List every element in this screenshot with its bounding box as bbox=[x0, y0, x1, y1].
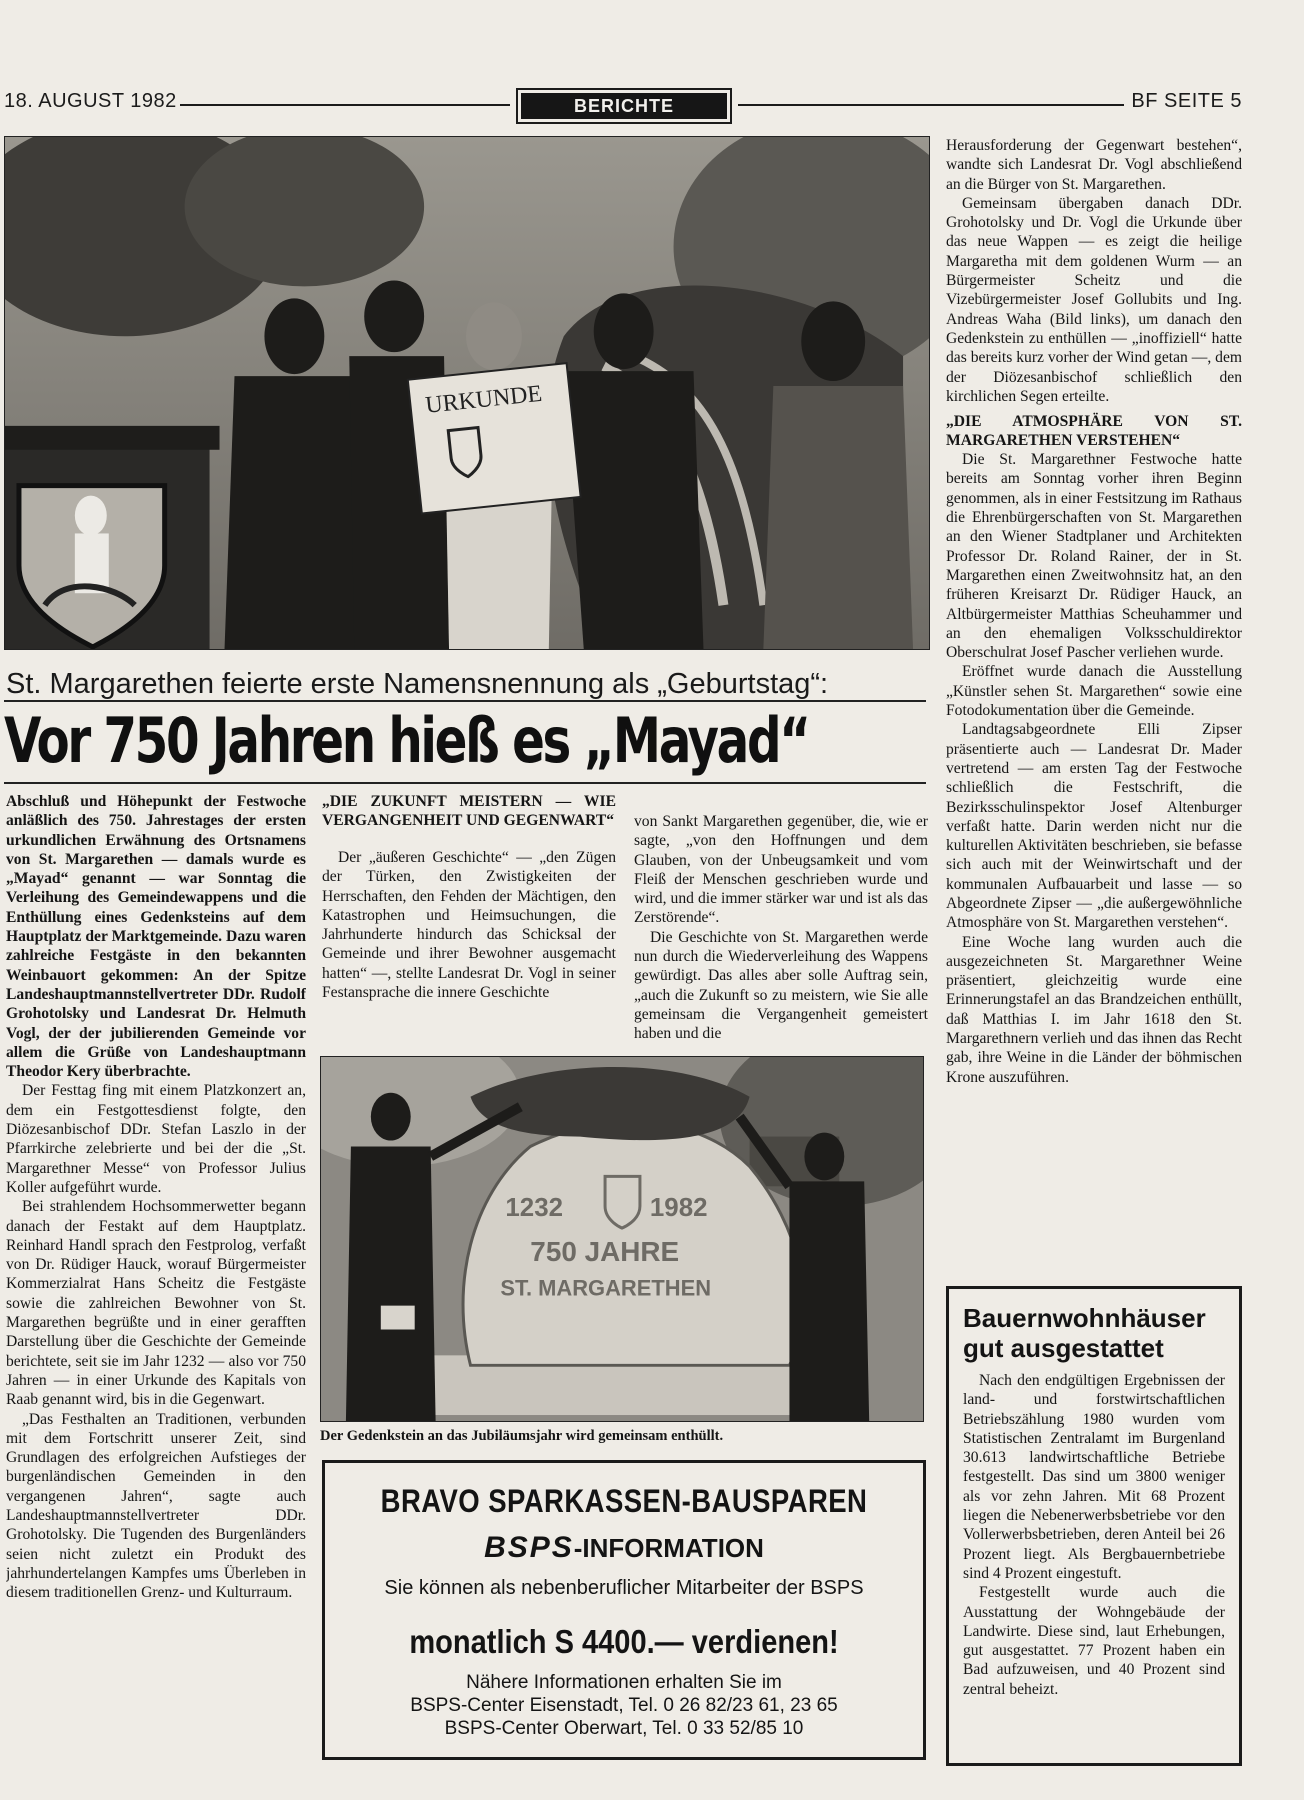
header-rule-left bbox=[180, 104, 510, 106]
article-column-4 bbox=[946, 136, 1242, 1276]
article-headline: Vor 750 Jahren hieß es „Mayad“ bbox=[4, 704, 809, 777]
bsps-logo: BSPS bbox=[484, 1531, 574, 1564]
article-paragraph: Der „äußeren Geschichte“ — „den Zügen der Türken, den Zwistigkeiten der Herrschaften, den Fehden der Mächtigen, den Katastrophen und Heimsuchungen, die Jahrhunderte hindurch das Schicksal der Gemeinde und ihrer Bewohner ausgemacht hatten“ —, stellte Landesrat Dr. Vogl in seiner Festansprache die innere Geschichte bbox=[322, 849, 616, 1002]
subheading-atmosphaere: „DIE ATMOSPHÄRE VON ST. MARGARETHEN VERSTEHEN“ bbox=[946, 413, 1242, 450]
ad-title: BRAVO SPARKASSEN-BAUSPAREN bbox=[380, 1483, 868, 1519]
ad-text-1: Sie können als nebenberuflicher Mitarbeiter der BSPS bbox=[384, 1577, 864, 1599]
ad-contact-oberwart: BSPS-Center Oberwart, Tel. 0 33 52/85 10 bbox=[444, 1718, 804, 1739]
photo-memorial-stone bbox=[320, 1056, 924, 1422]
article-column-2 bbox=[322, 792, 616, 1042]
headline-rule-bottom bbox=[4, 782, 926, 784]
stone-line-1: 750 JAHRE bbox=[530, 1235, 680, 1267]
ad-contact bbox=[325, 1671, 923, 1740]
ad-contact-eisenstadt: BSPS-Center Eisenstadt, Tel. 0 26 82/23 61, 23 65 bbox=[410, 1695, 838, 1716]
certificate-text: URKUNDE bbox=[424, 380, 544, 419]
section-label: BERICHTE bbox=[521, 93, 727, 119]
article-paragraph: „Das Festhalten an Traditionen, verbunden mit dem Fortschritt unserer Zeit, sind Grundlagen des erfolgreichen Aufstieges der burgenländischen Gemeinden in den vergangenen Jahren“, sagte auch Landeshauptmannstellvertreter DDr. Grohotolsky. Die Tugenden des Burgenländers seien nicht zuletzt ein Produkt des jahrhundertelangen Kampfes ums Überleben in diesem traditionellen Grenz- und Kulturraum. bbox=[6, 1410, 306, 1602]
article-kicker: St. Margarethen feierte erste Namensnennung als „Geburtstag“: bbox=[6, 668, 829, 700]
photo-memorial-stone-drawing bbox=[321, 1057, 923, 1421]
photo-caption: Der Gedenkstein an das Jubiläumsjahr wird gemeinsam enthüllt. bbox=[320, 1428, 724, 1444]
header-rule-right bbox=[738, 104, 1124, 106]
article-paragraph: Gemeinsam übergaben danach DDr. Grohotolsky und Dr. Vogl die Urkunde über das neue Wappen — es zeigt die heilige Margaretha mit dem goldenen Wurm — an Bürgermeister Scheitz und die Vizebürgermeister Josef Gollubits und Ing. Andreas Waha (Bild links), um danach den Gedenkstein zu enthüllen — „inoffiziell“ hatte das bereits kurz vorher der Wind getan —, dem der Diözesanbischof schließlich den kirchlichen Segen erteilte. bbox=[946, 194, 1242, 405]
article-paragraph: Herausforderung der Gegenwart bestehen“, wandte sich Landesrat Dr. Vogl abschließend an die Bürger von St. Margarethen. bbox=[946, 137, 1242, 193]
box-paragraph: Nach den endgültigen Ergebnissen der land- und forstwirtschaftlichen Betriebszählung 1980 wurden vom Statistischen Zentralamt im Burgenland 30.613 landwirtschaftliche Betriebe festgestellt. Das sind um 3800 weniger als vor zehn Jahren. Mit 68 Prozent liegen die Nebenerwerbsbetriebe vor den Vollerwerbsbetrieben, deren Anteil bei 26 Prozent liegt. Als Bergbauernbetriebe sind 4 Prozent eingestuft. bbox=[963, 1372, 1225, 1582]
headline-rule-top bbox=[4, 700, 926, 702]
photo-ceremony bbox=[4, 136, 930, 650]
article-paragraph: Die St. Margarethner Festwoche hatte bereits am Sonntag vorher ihren Beginn genommen, als in einer Festsitzung im Rathaus die Ehrenbürgerschaften von St. Margarethen an den Wiener Stadtplaner und Architekten Professor Dr. Roland Rainer, der in St. Margarethen einen Zweitwohnsitz hat, an den früheren Kreisarzt Dr. Rüdiger Hauck, an Altbürgermeister Matthias Scheuhammer und an den ehemaligen Volksschuldirektor Oberschulrat Josef Pascher verliehen wurde. bbox=[946, 451, 1242, 662]
ad-info-line bbox=[325, 1531, 923, 1565]
section-badge bbox=[516, 88, 732, 124]
ad-text-2: Nähere Informationen erhalten Sie im bbox=[466, 1672, 782, 1693]
box-bauernwohnhaeuser bbox=[946, 1286, 1242, 1766]
stone-year-left: 1232 bbox=[505, 1194, 564, 1223]
article-paragraph: Die Geschichte von St. Margarethen werde nun durch die Wiederverleihung des Wappens gewürdigt. Das alles aber solle Auftrag sein, „auch die Zukunft so zu meistern, wie Sie alle gemeinsam die Vergangenheit gemeistert haben und die bbox=[634, 928, 928, 1042]
ad-info-label: -INFORMATION bbox=[573, 1533, 764, 1563]
article-paragraph: Eröffnet wurde danach die Ausstellung „Künstler sehen St. Margarethen“ sowie eine Fotodokumentation über die Gemeinde. bbox=[946, 663, 1242, 720]
article-lead: Abschluß und Höhepunkt der Festwoche anläßlich des 750. Jahrestages der ersten urkundlichen Erwähnung des Ortsnamens von St. Margarethen — damals wurde es „Mayad“ genannt — war Sonntag die Verleihung des Gemeindewappens und die Enthüllung eines Gedenksteins auf dem Hauptplatz der Marktgemeinde. Dazu waren zahlreiche Festgäste in den bekannten Weinbauort gekommen: An der Spitze Landeshauptmannstellvertreter DDr. Rudolf Grohotolsky und Landesrat Dr. Helmuth Vogl, der der jubilierenden Gemeinde vor allem die Grüße von Landeshauptmann Theodor Kery überbrachte. bbox=[6, 793, 306, 1081]
photo-ceremony-drawing bbox=[5, 137, 929, 649]
article-column-1 bbox=[6, 792, 306, 1772]
article-paragraph: Bei strahlendem Hochsommerwetter begann danach der Festakt auf dem Hauptplatz. Reinhard Handl sprach den Festprolog, verfaßt von Dr. Rüdiger Hauck, worauf Bürgermeister Kommerzialrat Hans Scheitz die Festgäste sowie die zahlreichen Bewohner von St. Margarethen begrüßte und in einer gerafften Darstellung über die Geschichte der Gemeinde berichtete, seit sie im Jahr 1232 — also vor 750 Jahren — in einer Urkunde des Kapitals von Raab genannt wird, bis in die Gegenwart. bbox=[6, 1198, 306, 1409]
stone-year-right: 1982 bbox=[649, 1194, 708, 1223]
article-paragraph: Eine Woche lang wurden auch die ausgezeichneten St. Margarethner Weine präsentiert, gleichzeitig wurde eine Erinnerungstafel an das Brandzeichen enthüllt, daß Matthias I. im Jahr 1618 den St. Margarethnern verlieh und das ihnen das Recht gab, ihre Weine in die Länder der böhmischen Krone auszuführen. bbox=[946, 933, 1242, 1086]
box-paragraph: Festgestellt wurde auch die Ausstattung der Wohngebäude der Landwirte. Diese sind, laut Erhebungen, gut ausgestattet. 77 Prozent haben ein Bad aufzuweisen, und 40 Prozent sind zentral beheizt. bbox=[963, 1584, 1225, 1698]
ad-offer: monatlich S 4400.— verdienen! bbox=[409, 1623, 839, 1660]
advertisement-bsps bbox=[322, 1460, 926, 1760]
stone-line-2: ST. MARGARETHEN bbox=[500, 1275, 712, 1301]
article-paragraph: Der Festtag fing mit einem Platzkonzert an, dem ein Festgottesdienst folgte, den Diözesanbischof DDr. Stefan Laszlo in der Pfarrkirche zelebrierte und bei der die „St. Margarethner Messe“ von Professor Julius Koller aufgeführt wurde. bbox=[6, 1082, 306, 1196]
subheading-zukunft: „DIE ZUKUNFT MEISTERN — WIE VERGANGENHEIT UND GEGENWART“ bbox=[322, 793, 616, 829]
page-number: BF SEITE 5 bbox=[1131, 90, 1242, 112]
box-title: Bauernwohnhäuser gut ausgestattet bbox=[963, 1303, 1206, 1363]
article-paragraph: Landtagsabgeordnete Elli Zipser präsentierte auch — Landesrat Dr. Mader vertretend — am ersten Tag der Festwoche schließlich die Festschrift, die Bezirksschulinspektor Josef Altenburger verfaßt hatte. Darin werden nicht nur die kulturellen Aktivitäten beschrieben, sie befasse sich auch mit der Weinwirtschaft und der kommunalen Aufbauarbeit und lasse — so Abgeordnete Zipser — „die außergewöhnliche Atmosphäre von St. Margarethen verstehen“. bbox=[946, 721, 1242, 932]
issue-date: 18. AUGUST 1982 bbox=[4, 90, 177, 112]
article-column-3 bbox=[634, 812, 928, 1042]
article-paragraph: von Sankt Margarethen gegenüber, die, wie er sagte, „von den Hoffnungen und dem Glauben, von der Unbeugsamkeit und vom Fleiß der Menschen geschrieben wurde und wird, und die immer stärker war und ist als das Zerstörende“. bbox=[634, 813, 928, 927]
